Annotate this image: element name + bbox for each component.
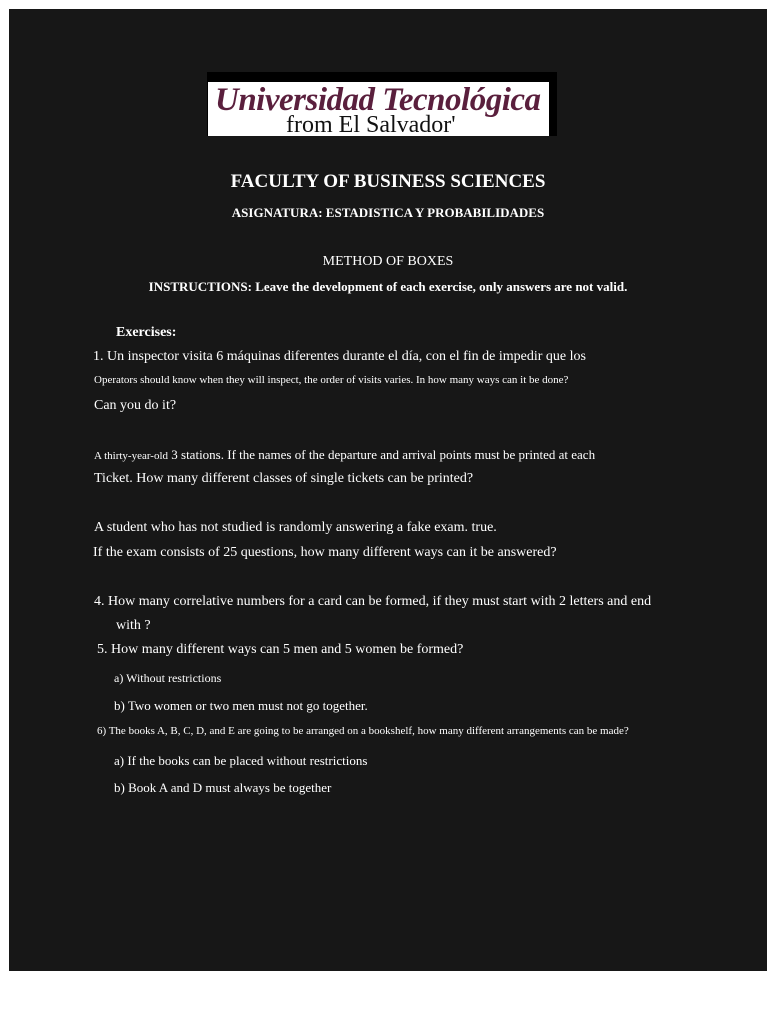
subject-title: ASIGNATURA: ESTADISTICA Y PROBABILIDADES (231, 205, 545, 220)
exercise-1-line-1: 1. Un inspector visita 6 máquinas diferentes durante el día, con el fin de impedir que los (93, 349, 586, 364)
exercise-2-text: 3 stations. If the names of the departure and arrival points must be printed at each (168, 447, 596, 462)
exercise-6-option-a: a) If the books can be placed without restrictions (114, 753, 368, 768)
exercise-1-line-2: Operators should know when they will inspect, the order of visits varies. In how many ways can it be done? (94, 374, 569, 386)
exercise-4-line-1: 4. How many correlative numbers for a card can be formed, if they must start with 2 letters and end (94, 594, 652, 609)
exercise-6-line-1: 6) The books A, B, C, D, and E are going to be arranged on a bookshelf, how many different arrangements can be made? (97, 725, 629, 737)
exercise-1-line-3: Can you do it? (94, 398, 177, 413)
faculty-title: FACULTY OF BUSINESS SCIENCES (230, 171, 546, 192)
instructions-text: INSTRUCTIONS: Leave the development of each exercise, only answers are not valid. (148, 279, 628, 294)
exercise-5-line-1: 5. How many different ways can 5 men and 5 women be formed? (97, 642, 464, 657)
exercises-heading: Exercises: (116, 325, 177, 340)
exercise-6-option-b: b) Book A and D must always be together (114, 780, 332, 795)
exercise-2-line-2: Ticket. How many different classes of single tickets can be printed? (94, 471, 474, 486)
logo-title: Universidad Tecnológica (215, 82, 541, 118)
university-logo (207, 72, 557, 136)
exercise-5-option-a: a) Without restrictions (114, 671, 222, 685)
exercise-3-line-2: If the exam consists of 25 questions, how many different ways can it be answered? (93, 545, 557, 560)
method-title: METHOD OF BOXES (322, 254, 454, 269)
exercise-4-line-2: with ? (116, 618, 151, 633)
exercise-5-option-b: b) Two women or two men must not go together. (114, 698, 368, 713)
exercise-2-small-text: A thirty-year-old (94, 450, 169, 462)
exercise-3-line-1: A student who has not studied is randomly answering a fake exam. true. (94, 520, 497, 535)
exercise-2-line-1 (94, 447, 595, 463)
document-page (9, 9, 767, 971)
logo-subtitle: from El Salvador' (286, 112, 456, 136)
